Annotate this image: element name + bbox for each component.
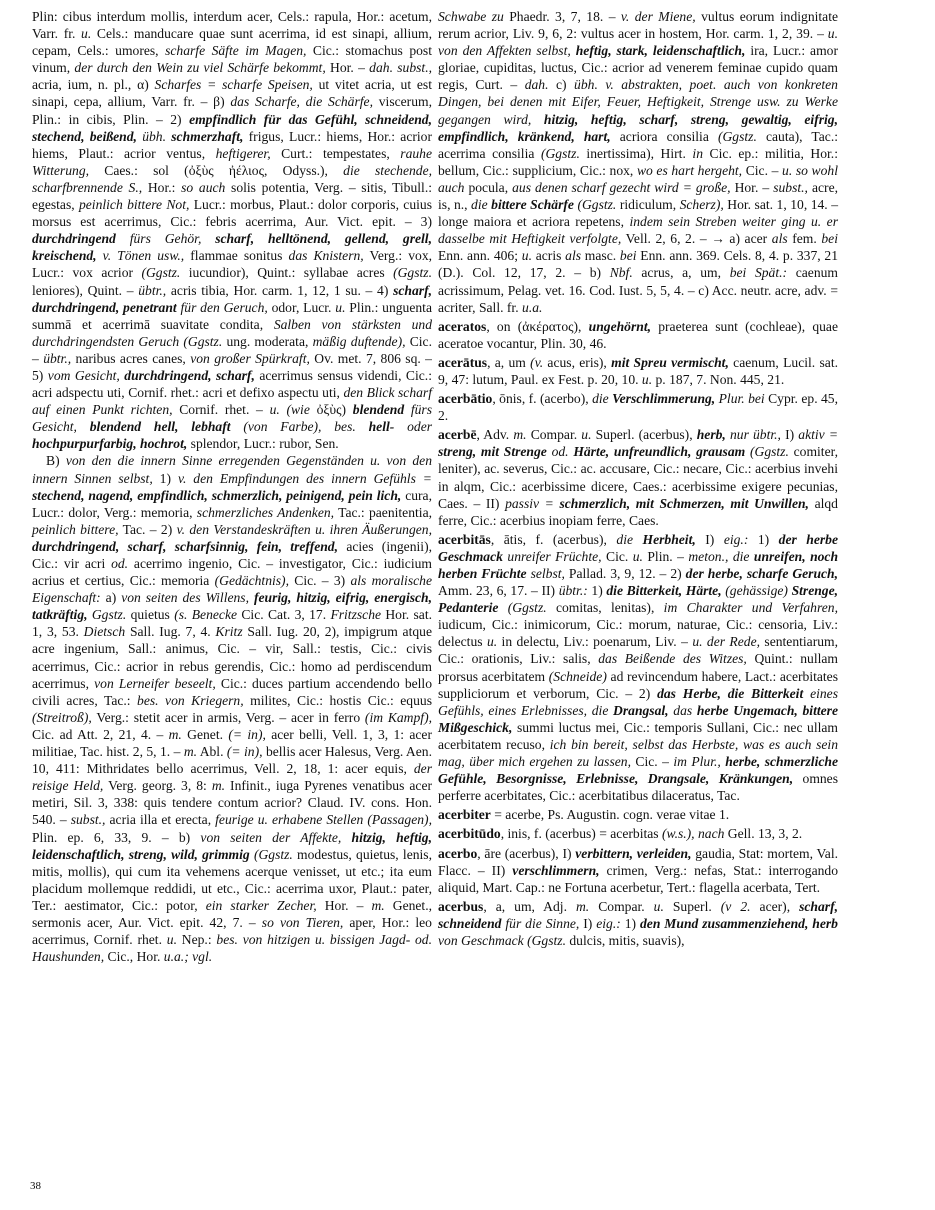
entry-headword: acerbo <box>438 845 478 861</box>
entry-headword: acerbitās <box>438 531 491 547</box>
entry-headword: acerbus <box>438 898 484 914</box>
entry-body: , inis, f. (acerbus) = acerbitas (w.s.), nach Gell. 13, 3, 2. <box>500 826 803 842</box>
entry-body: , āre (acerbus), I) verbittern, verleiden, gaudia, Stat: mortem, Val. Flacc. – II) verschlimmern, crimen, Verg.: nefas, Stat.: interrogando aliquid, Mart. Cap.: ne Fortuna acerbetur, Tert.: flagella acerbata, Tert. <box>438 845 839 895</box>
dictionary-entry <box>438 426 838 529</box>
entry-headword: acerātus <box>438 354 488 370</box>
dictionary-entry <box>438 825 838 842</box>
left-column <box>32 8 432 1158</box>
left-paragraph-1: Plin: cibus interdum mollis, interdum acer, Cels.: rapula, Hor.: acetum, Varr. fr. u. Cels.: manducare quae sunt acerrima, id est sinapi, allium, cepam, Cels.: umores, scharfe Säfte im Magen, Cic.: stomachus post vinum, der durch den Wein zu viel Schärfe bekommt, Hor. – dah. subst., acria, ium, n. pl., α) Scharfes = scharfe Speisen, ut vitet acria, ut est sinapi, cepa, allium, Varr. fr. – β) das Scharfe, die Schärfe, viscerum, Plin.: in cibis, Plin. – 2) empfindlich für das Gefühl, schneidend, stechend, beißend, übh. schmerzhaft, frigus, Lucr.: hiems, Hor.: acrior hiems, Plaut.: acrior ventus, heftigerer, Curt.: tempestates, rauhe Witterung, Caes.: sol (ὀξὺς ἠέλιος, Odyss.), die stechende, scharfbrennende S., Hor.: so auch solis potentia, Verg. – sitis, Tibull.: egestas, peinlich bittere Not, Lucr.: morbus, Plaut.: dolor corporis, cuius morsus est acerrimus, Cic.: febris acerrima, Aur. Vict. epit. – 3) durchdringend fürs Gehör, scharf, helltönend, gellend, grell, kreischend, v. Tönen usw., flammae sonitus das Knistern, Verg.: vox, Lucr.: vox acrior (Ggstz. iucundior), Quint.: syllabae acres (Ggstz. leniores), Quint. – übtr., acris tibia, Hor. carm. 1, 12, 1 su. – 4) scharf, durchdringend, penetrant für den Geruch, odor, Lucr. u. Plin.: unguenta summā et acerrimā suavitate condita, Salben von stärksten und durchdringendsten Geruch (Ggstz. ung. moderata, mäßig duftende), Cic. – übtr., naribus acres canes, von großer Spürkraft, Ov. met. 7, 806 sq. – 5) vom Gesicht, durchdringend, scharf, acerrimus sensus videndi, Cic.: acri adspectu uti, Cornif. rhet.: acri et defixo aspectu uti, den Blick scharf auf einen Punkt richten, Cornif. rhet. – u. (wie ὀξὺς) blendend fürs Gesicht, blendend hell, lebhaft (von Farbe), bes. hell- oder hochpurpurfarbig, hochrot, splendor, Lucr.: rubor, Sen. <box>32 9 433 452</box>
entry-body: , ātis, f. (acerbus), die Herbheit, I) eig.: 1) der herbe Geschmack unreifer Früchte, Cic. u. Plin. – meton., die unreifen, noch herben Früchte selbst, Pallad. 3, 9, 12. – 2) der herbe, scharfe Geruch, Amm. 23, 6, 17. – II) übtr.: 1) die Bitterkeit, Härte, (gehässige) Strenge, Pedanterie (Ggstz. comitas, lenitas), im Charakter und Verfahren, iudicum, Cic.: inimicorum, Cic.: morum, naturae, Cic.: censoria, Liv.: delectus u. in delectu, Liv.: poenarum, Liv. – u. der Rede, sententiarum, Cic.: orationis, Liv.: salis, das Beißende des Witzes, Quint.: nullam prorsus acerbitatem (Schneide) ad revincendum habere, Lact.: acerbitates suppliciorum et verborum, Cic. – 2) das Herbe, die Bitterkeit eines Gefühls, eines Erlebnisses, die Drangsal, das herbe Ungemach, bittere Mißgeschick, summi luctus mei, Cic.: temporis Sullani, Cic.: nec ullam acerbitatem recuso, ich bin bereit, selbst das Herbste, was es auch sein mag, über mich ergehen zu lassen, Cic. – im Plur., herbe, schmerzliche Gefühle, Besorgnisse, Erlebnisse, Drangsale, Kränkungen, omnes perferre acerbitates, Cic.: acerbitatibus dilaceratus, Tac. <box>438 531 839 804</box>
dictionary-entry <box>438 354 838 388</box>
page-number: 38 <box>30 1180 41 1192</box>
left-paragraph-2: B) von den die innern Sinne erregenden Gegenständen u. von den innern Sinnen selbst, 1) v. den Empfindungen des innern Gefühls = stechend, nagend, empfindlich, schmerzlich, peinigend, pein lich, cura, Lucr.: dolor, Verg.: memoria, schmerzliches Andenken, Tac.: paenitentia, peinlich bittere, Tac. – 2) v. den Verstandeskräften u. ihren Äußerungen, durchdringend, scharf, scharfsinnig, fein, treffend, acies (ingenii), Cic.: vir acri od. acerrimo ingenio, Cic. – investigator, Cic.: iudicium acrius et certius, Cic.: memoria (Gedächtnis), Cic. – 3) als moralische Eigenschaft: a) von seiten des Willens, feurig, hitzig, eifrig, energisch, tatkräftig, Ggstz. quietus (s. Benecke Cic. Cat. 3, 17. Fritzsche Hor. sat. 1, 3, 53. Dietsch Sall. Iug. 7, 4. Kritz Sall. Iug. 20, 2), impigrum atque acre ingenium, Sall.: animus, Cic. – vir, Sall.: testis, Cic.: civis acerrimus, Cic.: acrior in rebus gerendis, Cic.: homo ad perdiscendum acerrimus, von Lerneifer beseelt, Cic.: duces partium accendendo bello civili acres, Tac.: bes. von Kriegern, milites, Cic.: hostis Cic.: equus (Streitroß), Verg.: stetit acer in armis, Verg. – acer in ferro (im Kampf), Cic. ad Att. 2, 21, 4. – m. Genet. (= in), acer belli, Vell. 1, 3, 1: acer militiae, Tac. hist. 2, 5, 1. – m. Abl. (= in), bellis acer Halesus, Verg. Aen. 10, 411: Mithridates bello acerrimus, Vell. 2, 18, 1: acer equis, der reisige Held, Verg. georg. 3, 8: m. Infinit., iuga Pyrenes venatibus acer metiri, Sil. 3, 338: quis tendere contum acrior? Claud. IV. cons. Hon. 540. – subst., acria illa et erecta, feurige u. erhabene Stellen (Passagen), Plin. ep. 6, 33, 9. – b) von seiten der Affekte, hitzig, heftig, leidenschaftlich, streng, wild, grimmig (Ggstz. modestus, quietus, lenis, mitis, mollis), qui cum ita vehemens acerque venisset, ut etc.; ita eum placidum mollemque reddidi, ut etc., Cic.: acerrima uxor, Plaut.: pater, Ter.: aestimator, Cic.: potor, ein starker Zecher, Hor. – m. Genet., sermonis acer, Aur. Vict. epit. 42, 7. – so von Tieren, aper, Hor.: leo acerrimus, Cornif. rhet. u. Nep.: bes. von hitzigen u. bissigen Jagd- od. Haushunden, Cic., Hor. u.a.; vgl. <box>32 453 433 965</box>
entry-headword: acerbitūdo <box>438 826 501 842</box>
entry-body: = acerbe, Ps. Augustin. cogn. verae vitae 1. <box>490 807 730 823</box>
entry-headword: acerbiter <box>438 807 491 823</box>
entry-body: , a, um, Adj. m. Compar. u. Superl. (v 2. acer), scharf, schneidend für die Sinne, I) eig.: 1) den Mund zusammenziehend, herb von Geschmack (Ggstz. dulcis, mitis, suavis), <box>438 898 839 948</box>
right-continuation-paragraph: Schwabe zu Phaedr. 3, 7, 18. – v. der Miene, vultus eorum indignitate rerum acrior, Liv. 9, 6, 2: vultus acer in hostem, Hor. carm. 1, 2, 39. – u. von den Affekten selbst, heftig, stark, leidenschaftlich, ira, Lucr.: amor gloriae, cupiditas, luctus, Cic.: acrior ad venerem feminae cupido quam regis, Curt. – dah. c) übh. v. abstrakten, poet. auch von konkreten Dingen, bei denen mit Eifer, Feuer, Heftigkeit, Strenge usw. zu Werke gegangen wird, hitzig, heftig, scharf, streng, gewaltig, eifrig, empfindlich, kränkend, hart, acriora consilia (Ggstz. cauta), Tac.: acerrima consilia (Ggstz. inertissima), Hirt. in Cic. ep.: militia, Hor.: bellum, Cic.: supplicium, Cic.: nox, wo es hart hergeht, Cic. – u. so wohl auch pocula, aus denen scharf gezecht wird = große, Hor. – subst., acre, is, n., die bittere Schärfe (Ggstz. ridiculum, Scherz), Hor. sat. 1, 10, 14. – longe maiora et acriora repetens, indem sein Streben weiter ging u. er dasselbe mit Heftigkeit verfolgte, Vell. 2, 6, 2. – → a) acer als fem. bei Enn. ann. 406; u. acris als masc. bei Enn. ann. 369. Cels. 8, 4. p. 337, 21 (D.). Col. 12, 17, 2. – b) Nbf. acrus, a, um, bei Spät.: caenum acrissimum, Pelag. vet. 16. Cod. Iust. 5, 5, 4. – c) Acc. neutr. acre, adv. = acriter, Sall. fr. u.a. <box>438 9 839 315</box>
dictionary-entry <box>438 318 838 352</box>
dictionary-entry <box>438 531 838 805</box>
entry-body: , Adv. m. Compar. u. Superl. (acerbus), herb, nur übtr., I) aktiv = streng, mit Strenge od. Härte, unfreundlich, grausam (Ggstz. comiter, leniter), ac. severus, Cic.: ac. accusare, Cic.: necare, Cic.: acerbius invehi in alqm, Cic.: acerbissime dicere, Caes.: acerbissime exigere pecunias, Caes. – II) passiv = schmerzlich, mit Schmerzen, mit Unwillen, alqd ferre, Cic.: acerbius inopiam ferre, Caes. <box>438 427 838 528</box>
dictionary-entry <box>438 898 838 949</box>
dictionary-entry <box>438 806 838 823</box>
entry-headword: acerbē <box>438 427 477 443</box>
entry-headword: aceratos <box>438 318 487 334</box>
entry-body: , on (ἀκέρατος), ungehörnt, praeterea sunt (cochleae), quae aceratoe vocantur, Plin. 30, 46. <box>438 318 838 351</box>
right-column <box>438 8 838 1158</box>
dictionary-entry <box>438 390 838 424</box>
entry-body: , a, um (v. acus, eris), mit Spreu vermischt, caenum, Lucil. sat. 9, 47: lutum, Paul. ex Fest. p. 20, 10. u. p. 187, 7. Non. 445, 21. <box>438 354 838 387</box>
entry-headword: acerbātio <box>438 391 493 407</box>
dictionary-entry <box>438 845 838 896</box>
entry-body: , ōnis, f. (acerbo), die Verschlimmerung, Plur. bei Cypr. ep. 45, 2. <box>438 391 838 424</box>
